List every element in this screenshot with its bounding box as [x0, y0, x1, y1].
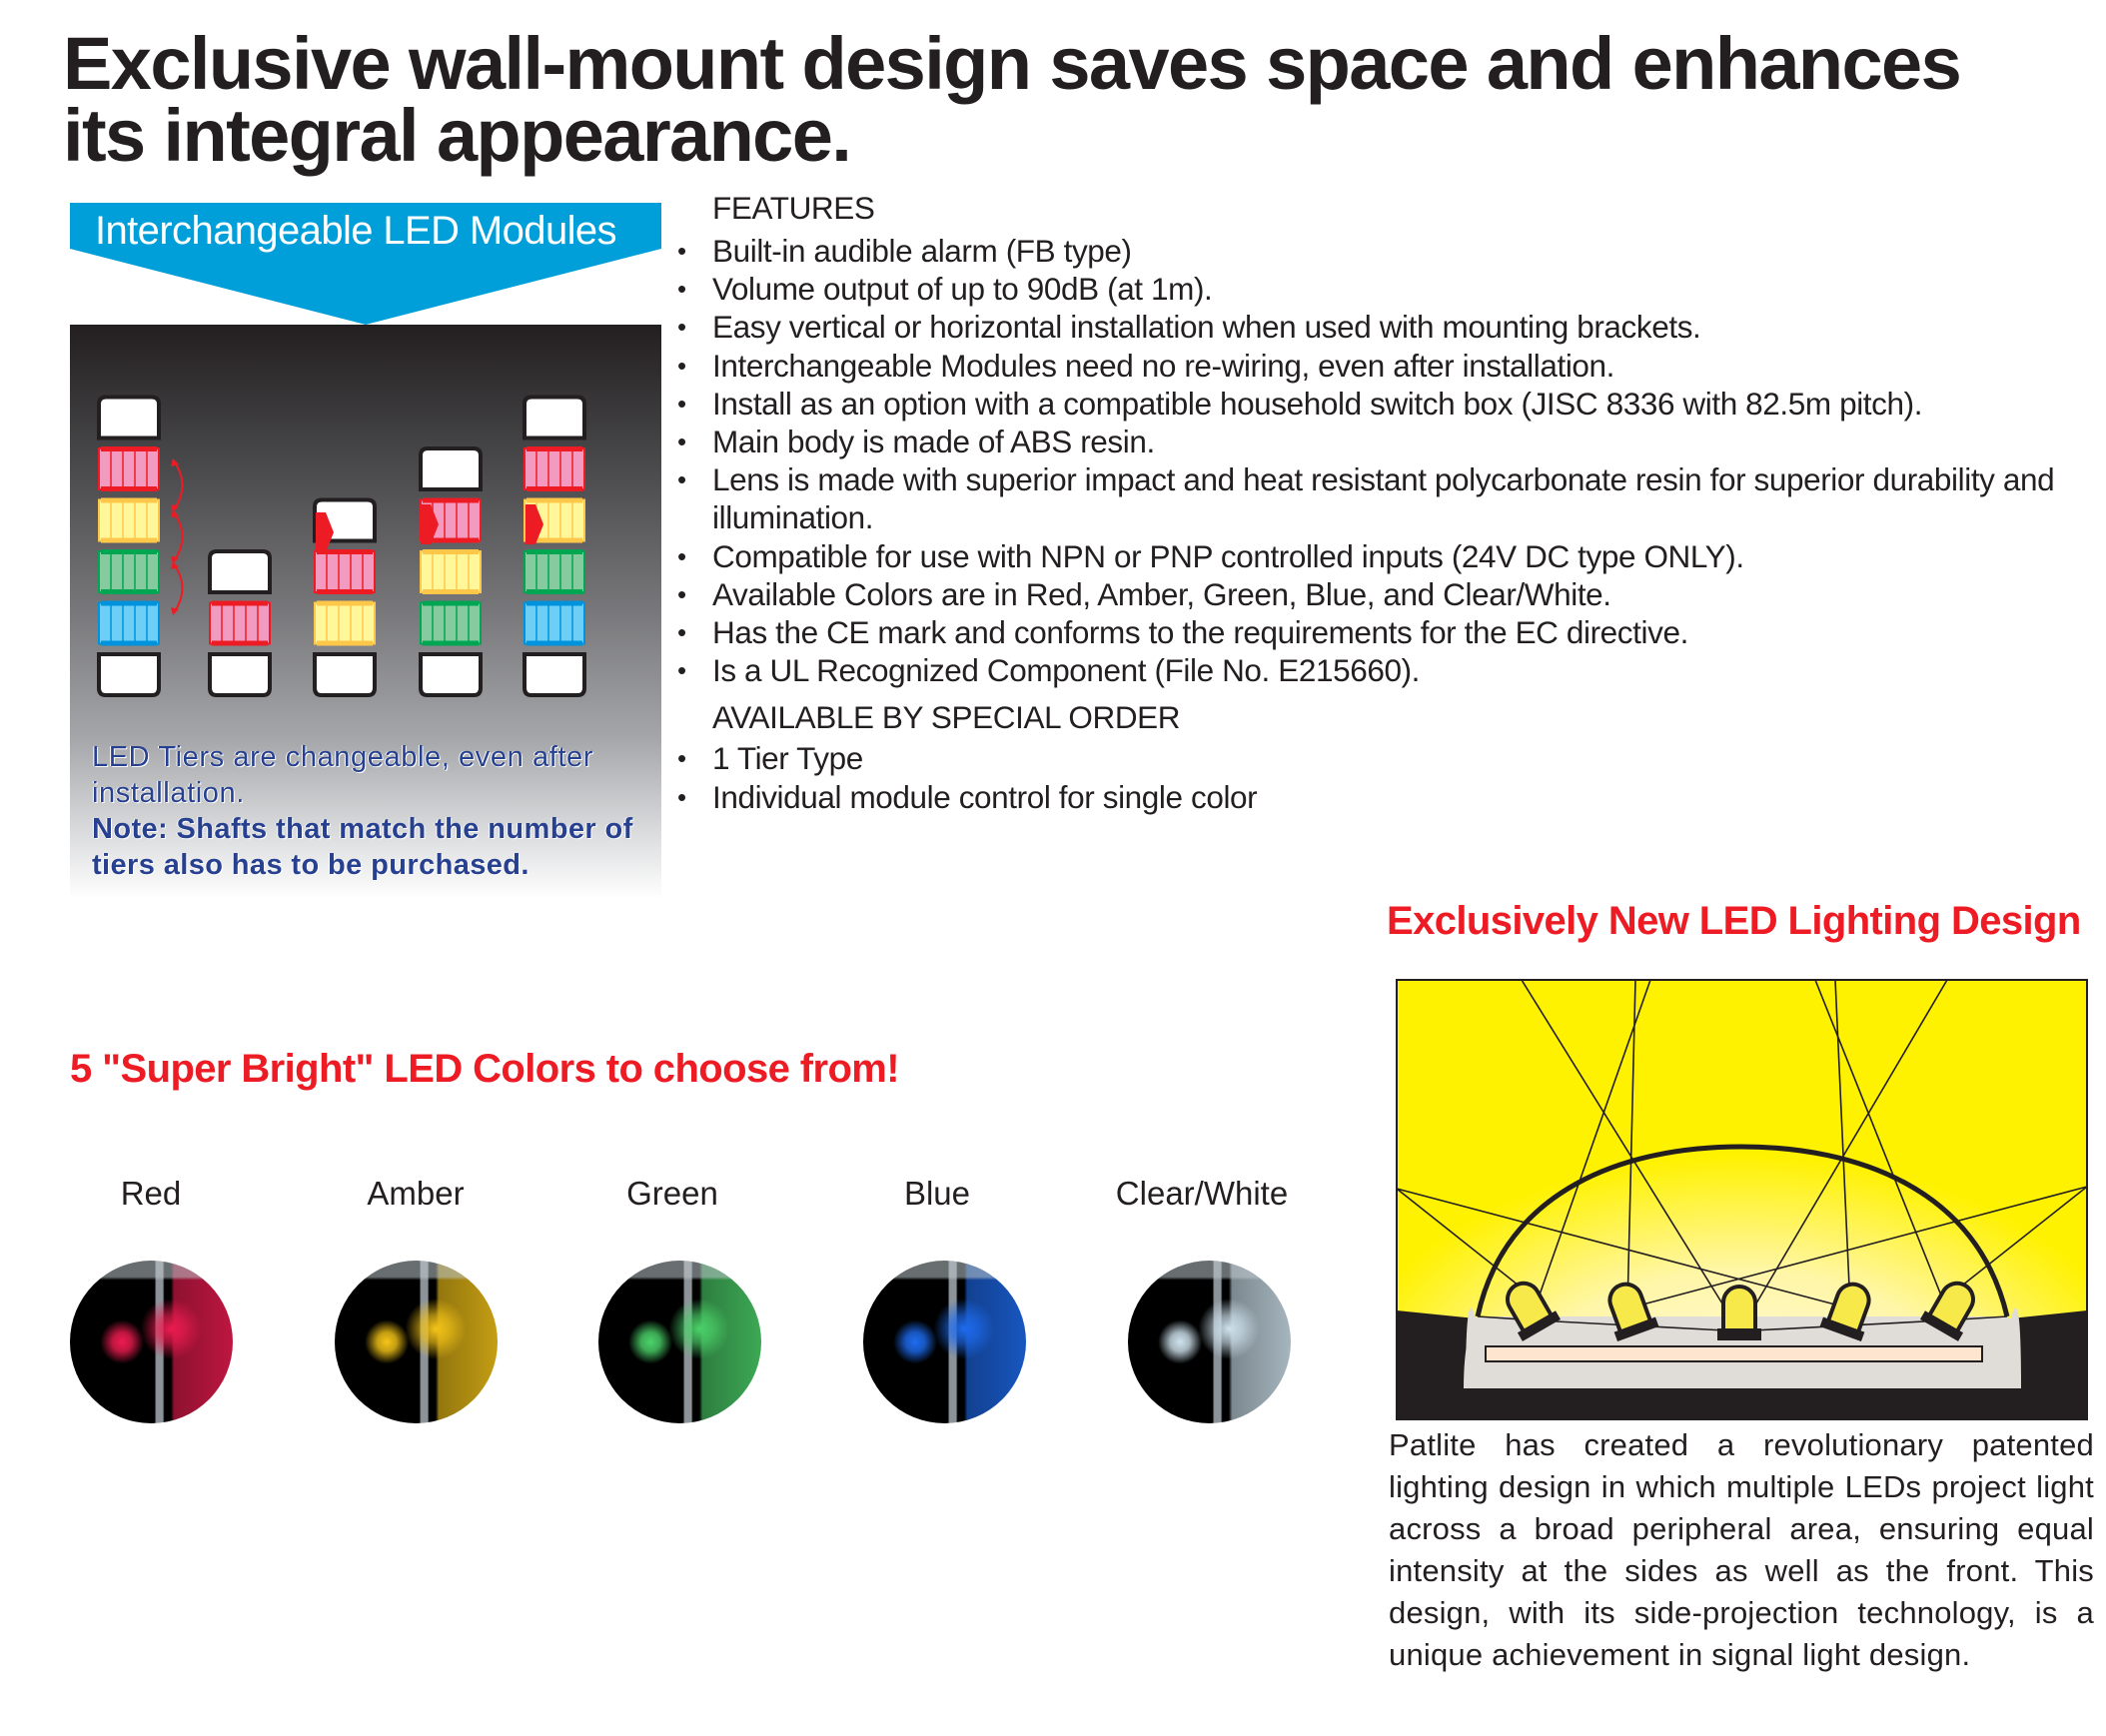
clear-white-led-photo — [1128, 1261, 1291, 1423]
color-swatch-red — [31, 1169, 271, 1219]
feature-item: • Interchangeable Modules need no re-wiring, even after installation. — [677, 347, 2096, 385]
feature-item: • Main body is made of ABS resin. — [677, 423, 2096, 460]
led-colors-heading: 5 "Super Bright" LED Colors to choose from! — [70, 1047, 899, 1091]
feature-item: • Volume output of up to 90dB (at 1m). — [677, 270, 2096, 308]
red-led-photo — [70, 1261, 233, 1423]
led-projection-diagram — [1396, 979, 2088, 1420]
swatch-label: Green — [626, 1175, 718, 1212]
color-swatch-green — [552, 1169, 792, 1219]
swatch-label: Amber — [367, 1175, 465, 1212]
amber-led-photo — [335, 1261, 498, 1423]
features-section — [677, 186, 2096, 816]
feature-item: • Has the CE mark and conforms to the requirements for the EC directive. — [677, 613, 2096, 651]
page-title-line-2: its integral appearance. — [63, 94, 851, 177]
tier-caption — [92, 739, 651, 883]
color-swatch-blue — [817, 1169, 1057, 1219]
page-title — [63, 22, 2101, 177]
special-order-heading: AVAILABLE BY SPECIAL ORDER — [712, 699, 1181, 736]
swatch-label: Blue — [903, 1175, 971, 1212]
feature-item: • Available Colors are in Red, Amber, Green, Blue, and Clear/White. — [677, 575, 2096, 613]
blue-led-photo — [863, 1261, 1026, 1423]
feature-item: • Lens is made with superior impact and heat resistant polycarbonate resin for superior durability and illumination. — [677, 460, 2071, 536]
lighting-diagram — [1396, 979, 2088, 1420]
page-title-line-1: Exclusive wall-mount design saves space and enhances — [63, 22, 1961, 105]
feature-item: • Built-in audible alarm (FB type) — [677, 232, 2096, 270]
feature-item: • Easy vertical or horizontal installation when used with mounting brackets. — [677, 308, 2096, 346]
features-heading: FEATURES — [712, 190, 875, 226]
feature-item: • Compatible for use with NPN or PNP controlled inputs (24V DC type ONLY). — [677, 537, 2096, 575]
swatch-label: Clear/White — [1115, 1175, 1289, 1212]
tier-caption-note: Note: Shafts that match the number of tiers also has to be purchased. — [92, 813, 633, 881]
feature-item: • Install as an option with a compatible household switch box (JISC 8336 with 82.5m pitch). — [677, 385, 2096, 423]
lighting-design-heading: Exclusively New LED Lighting Design — [1387, 899, 2081, 943]
special-order-list — [677, 739, 2096, 815]
features-list — [677, 232, 2096, 689]
modules-banner-label: Interchangeable LED Modules — [95, 209, 616, 253]
color-swatch-amber — [296, 1169, 535, 1219]
special-order-item: • 1 Tier Type — [677, 739, 2096, 777]
tier-stacks-illustration — [70, 325, 661, 724]
tier-caption-text: LED Tiers are changeable, even after installation. — [92, 741, 593, 809]
swatch-label: Red — [120, 1175, 182, 1212]
lighting-description: Patlite has created a revolutionary patented lighting design in which multiple LEDs project light across a broad peripheral area, ensuring equal intensity at the sides as well as the front. This design, with its side-projection technology, is a unique achievement in signal light design. — [1389, 1427, 2094, 1672]
tier-illustration-panel — [70, 325, 661, 899]
special-order-item: • Individual module control for single color — [677, 778, 2096, 816]
modules-banner — [70, 203, 661, 325]
feature-item: • Is a UL Recognized Component (File No. E215660). — [677, 651, 2096, 689]
green-led-photo — [598, 1261, 761, 1423]
color-swatch-clear-white — [1082, 1169, 1322, 1219]
